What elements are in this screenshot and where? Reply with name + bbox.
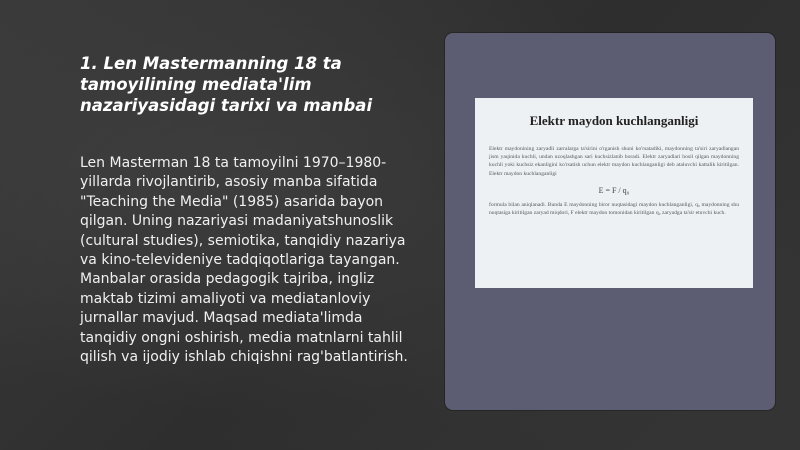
slide-heading: 1. Len Mastermanning 18 ta tamoyilining mediata'lim nazariyasidagi tarixi va manbai [80, 54, 373, 115]
document-formula: E = F / q₀ [598, 185, 630, 195]
document-paragraph: Elektr maydonining zaryadli zarralarga ta'sirini o'rganish shuni ko'rsatadiki, maydonning ta'siri zaryadlangan jism yaqinida kuchli, undan uzoqlashgan sari kuchsizlanib boradi. Elektr zaryadlari hosil qilgan maydonning kuchli yoki kuchsiz ekanligini ko'rsatish uchun elektr maydon kuchlanganligi deb ataluvchi kattalik kiritilgan. Elektr maydon kuchlanganligi [489, 146, 739, 177]
document-image [475, 98, 753, 288]
slide-body-text: Len Masterman 18 ta tamoyilni 1970–1980-yillarda rivojlantirib, asosiy manba sifatida "Teaching the Media" (1985) asarida bayon qilgan. Uning nazariyasi madaniyatshunoslik (cultural studies), semiotika, tanqidiy nazariya va kino-televideniye tadqiqotlariga tayangan. Manbalar orasida pedagogik tajriba, ingliz maktab tizimi amaliyoti va mediatanloviy jurnallar mavjud. Maqsad mediata'limda tanqidiy ongni oshirish, media matnlarni tahlil qilish va ijodiy ishlab chiqishni rag'batlantirish. [80, 155, 408, 366]
document-title: Elektr maydon kuchlanganligi [529, 113, 699, 128]
document-paragraph-2: formula bilan aniqlanadi. Bunda E maydonning biror nuqtasidagi maydon kuchlanganligi, q₀ maydonning shu nuqtasiga kiritilgan zaryad miqdori, F elektr maydon tomonidan kiritilgan q₀ zaryadga ta'sir etuvchi kuch. [489, 201, 739, 217]
